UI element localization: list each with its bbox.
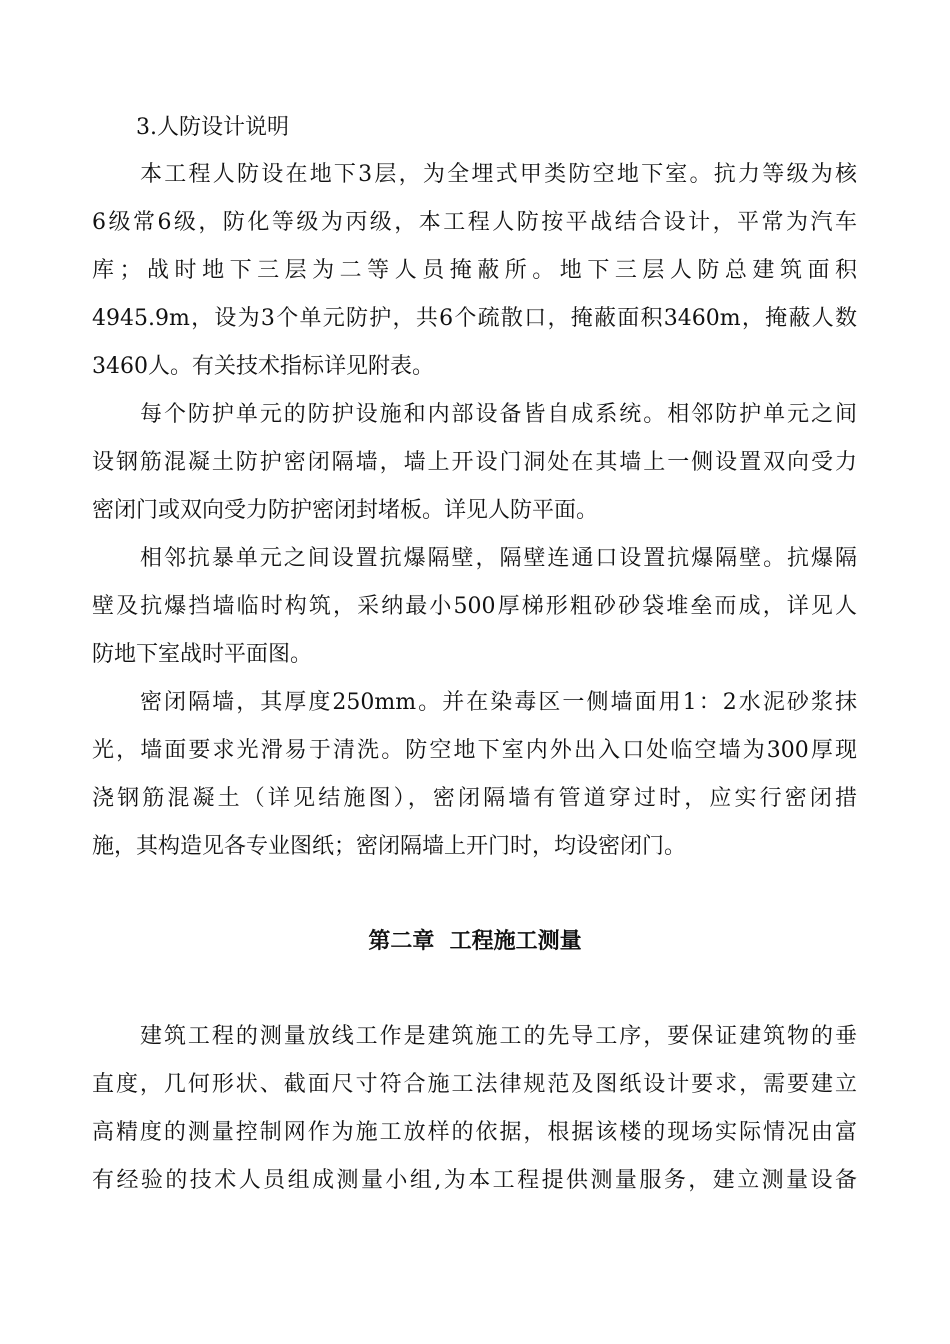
paragraph-line: 密闭门或双向受力防护密闭封堵板。详见人防平面。: [92, 498, 599, 523]
paragraph-line: 库；战时地下三层为二等人员掩蔽所。地下三层人防总建筑面积: [92, 258, 857, 283]
paragraph-line: 直度，几何形状、截面尺寸符合施工法律规范及图纸设计要求，需要建立: [92, 1072, 857, 1097]
section-heading: 3.人防设计说明: [136, 115, 289, 140]
paragraph-line: 防地下室战时平面图。: [92, 642, 313, 667]
paragraph-line: 光，墙面要求光滑易于清洗。防空地下室内外出入口处临空墙为300厚现: [92, 738, 857, 763]
paragraph-line: 本工程人防设在地下3层，为全埋式甲类防空地下室。抗力等级为核: [140, 162, 857, 187]
chapter-title: 第二章 工程施工测量: [368, 929, 582, 954]
paragraph-line: 高精度的测量控制网作为施工放样的依据，根据该楼的现场实际情况由富: [92, 1120, 857, 1145]
paragraph-line: 施，其构造见各专业图纸；密闭隔墙上开门时，均设密闭门。: [92, 834, 687, 859]
paragraph-line: 每个防护单元的防护设施和内部设备皆自成系统。相邻防护单元之间: [140, 402, 857, 427]
paragraph-line: 壁及抗爆挡墙临时构筑，采纳最小500厚梯形粗砂砂袋堆垒而成，详见人: [92, 594, 857, 619]
paragraph-line: 相邻抗暴单元之间设置抗爆隔壁，隔壁连通口设置抗爆隔壁。抗爆隔: [140, 546, 857, 571]
paragraph-line: 6级常6级，防化等级为丙级，本工程人防按平战结合设计，平常为汽车: [92, 210, 857, 235]
paragraph-line: 密闭隔墙，其厚度250mm。并在染毒区一侧墙面用1：2水泥砂浆抹: [140, 690, 857, 715]
paragraph-line: 3460人。有关技术指标详见附表。: [92, 354, 434, 379]
paragraph-line: 建筑工程的测量放线工作是建筑施工的先导工序，要保证建筑物的垂: [140, 1024, 857, 1049]
paragraph-line: 4945.9m，设为3个单元防护，共6个疏散口，掩蔽面积3460m，掩蔽人数: [92, 306, 857, 331]
paragraph-line: 有经验的技术人员组成测量小组,为本工程提供测量服务，建立测量设备: [92, 1168, 857, 1193]
paragraph-line: 浇钢筋混凝土（详见结施图），密闭隔墙有管道穿过时，应实行密闭措: [92, 786, 857, 811]
paragraph-line: 设钢筋混凝土防护密闭隔墙，墙上开设门洞处在其墙上一侧设置双向受力: [92, 450, 857, 475]
